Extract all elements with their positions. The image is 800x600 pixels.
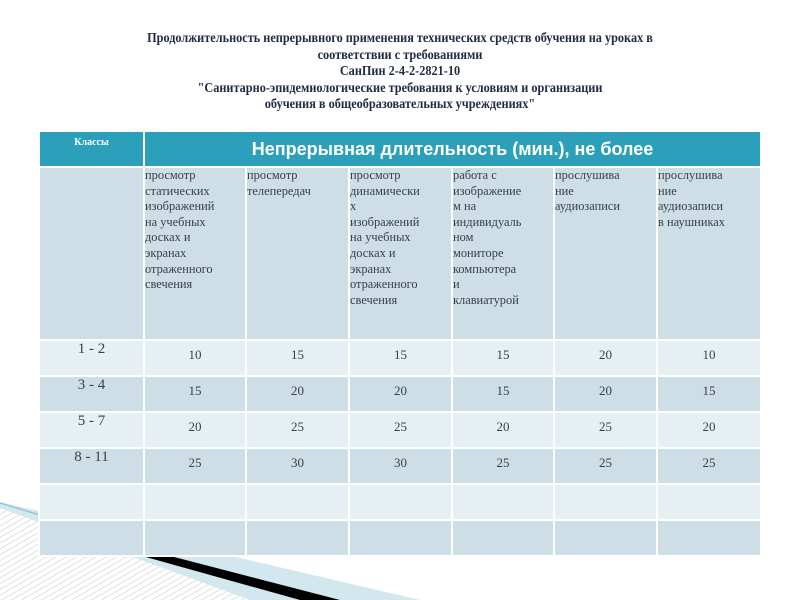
duration-cell [349, 520, 452, 556]
header-duration: Непрерывная длительность (мин.), не более [144, 131, 761, 167]
column-description-line: клавиатурой [453, 292, 519, 307]
column-description-line: на учебных [350, 230, 411, 245]
column-description-line: и [453, 277, 460, 292]
class-range-cell: 8 - 11 [39, 448, 144, 484]
duration-cell: 10 [657, 340, 761, 376]
column-description-line: м на [453, 199, 477, 214]
column-description-line: прослушива [658, 168, 723, 182]
column-description [144, 167, 246, 340]
empty-cell [39, 167, 144, 340]
column-description-line: экранах [145, 245, 187, 260]
column-description-line: прослушива [555, 168, 620, 182]
column-description [246, 167, 349, 340]
class-range-cell: 1 - 2 [39, 340, 144, 376]
duration-cell: 25 [554, 412, 657, 448]
duration-cell: 15 [144, 376, 246, 412]
header-row [39, 131, 761, 167]
column-description-line: статических [145, 183, 210, 198]
duration-cell: 30 [246, 448, 349, 484]
duration-cell: 25 [554, 448, 657, 484]
duration-cell: 25 [144, 448, 246, 484]
duration-cell [554, 484, 657, 520]
column-description-line: просмотр [145, 168, 196, 182]
duration-cell [452, 520, 554, 556]
column-descriptions-row [39, 167, 761, 340]
duration-cell: 15 [349, 340, 452, 376]
duration-cell: 30 [349, 448, 452, 484]
column-description-line: телепередач [247, 183, 311, 198]
duration-cell [452, 484, 554, 520]
duration-cell [657, 484, 761, 520]
duration-cell [349, 484, 452, 520]
duration-cell: 20 [144, 412, 246, 448]
duration-cell: 20 [349, 376, 452, 412]
duration-cell: 15 [657, 376, 761, 412]
duration-cell: 15 [452, 340, 554, 376]
duration-table [38, 130, 762, 557]
column-description-line: досках и [145, 230, 191, 245]
column-description-line: изображений [350, 214, 420, 229]
title-line: обучения в общеобразовательных учреждениях" [264, 96, 536, 111]
duration-cell: 25 [452, 448, 554, 484]
table-row [39, 520, 761, 556]
duration-cell [246, 484, 349, 520]
duration-cell [657, 520, 761, 556]
column-description-line: свечения [350, 292, 398, 307]
column-description-line: отраженного [350, 277, 418, 292]
duration-cell: 25 [349, 412, 452, 448]
column-description-line: отраженного [145, 261, 213, 276]
title-line: "Санитарно-эпидемиологические требования к условиям и организации [197, 79, 603, 95]
header-classes: Классы [39, 131, 144, 167]
column-description-line: аудиозаписи [658, 199, 724, 214]
duration-cell: 15 [452, 376, 554, 412]
duration-cell: 10 [144, 340, 246, 376]
table-row [39, 376, 761, 412]
table-row [39, 448, 761, 484]
duration-cell [246, 520, 349, 556]
column-description-line: в наушниках [658, 214, 725, 229]
title-line: СанПин 2-4-2-2821-10 [339, 63, 461, 78]
column-description-line: изображений [145, 199, 215, 214]
column-description-line: индивидуаль [453, 214, 522, 229]
duration-cell: 15 [246, 340, 349, 376]
title-line: соответствии с требованиями [317, 46, 483, 62]
duration-cell: 20 [554, 340, 657, 376]
column-description-line: досках и [350, 245, 396, 260]
title-line: Продолжительность непрерывного применения технических средств обучения на уроках в [147, 30, 653, 45]
column-description-line: на учебных [145, 214, 206, 229]
column-description [349, 167, 452, 340]
column-description-line: динамически [350, 183, 420, 198]
column-description-line: ние [555, 183, 574, 198]
column-description-line: экранах [350, 261, 392, 276]
class-range-cell [39, 484, 144, 520]
duration-cell: 25 [246, 412, 349, 448]
column-description-line: компьютера [453, 261, 517, 276]
column-description-line: свечения [145, 277, 193, 292]
class-range-cell: 3 - 4 [39, 376, 144, 412]
duration-cell [144, 520, 246, 556]
column-description-line: мониторе [453, 245, 504, 260]
column-description [657, 167, 761, 340]
column-description [554, 167, 657, 340]
duration-cell: 20 [246, 376, 349, 412]
column-description-line: изображение [453, 183, 522, 198]
duration-cell: 20 [554, 376, 657, 412]
class-range-cell [39, 520, 144, 556]
column-description-line: ние [658, 183, 677, 198]
column-description-line: ном [453, 230, 474, 245]
duration-cell: 20 [657, 412, 761, 448]
column-description-line: х [350, 199, 357, 214]
duration-cell [554, 520, 657, 556]
column-description-line: аудиозаписи [555, 199, 621, 214]
duration-cell: 25 [657, 448, 761, 484]
table-row [39, 484, 761, 520]
class-range-cell: 5 - 7 [39, 412, 144, 448]
table-row [39, 412, 761, 448]
slide-title [65, 30, 735, 113]
duration-cell: 20 [452, 412, 554, 448]
table-row [39, 340, 761, 376]
column-description-line: работа с [453, 168, 497, 182]
duration-cell [144, 484, 246, 520]
column-description-line: просмотр [350, 168, 401, 182]
column-description-line: просмотр [247, 168, 298, 182]
column-description [452, 167, 554, 340]
